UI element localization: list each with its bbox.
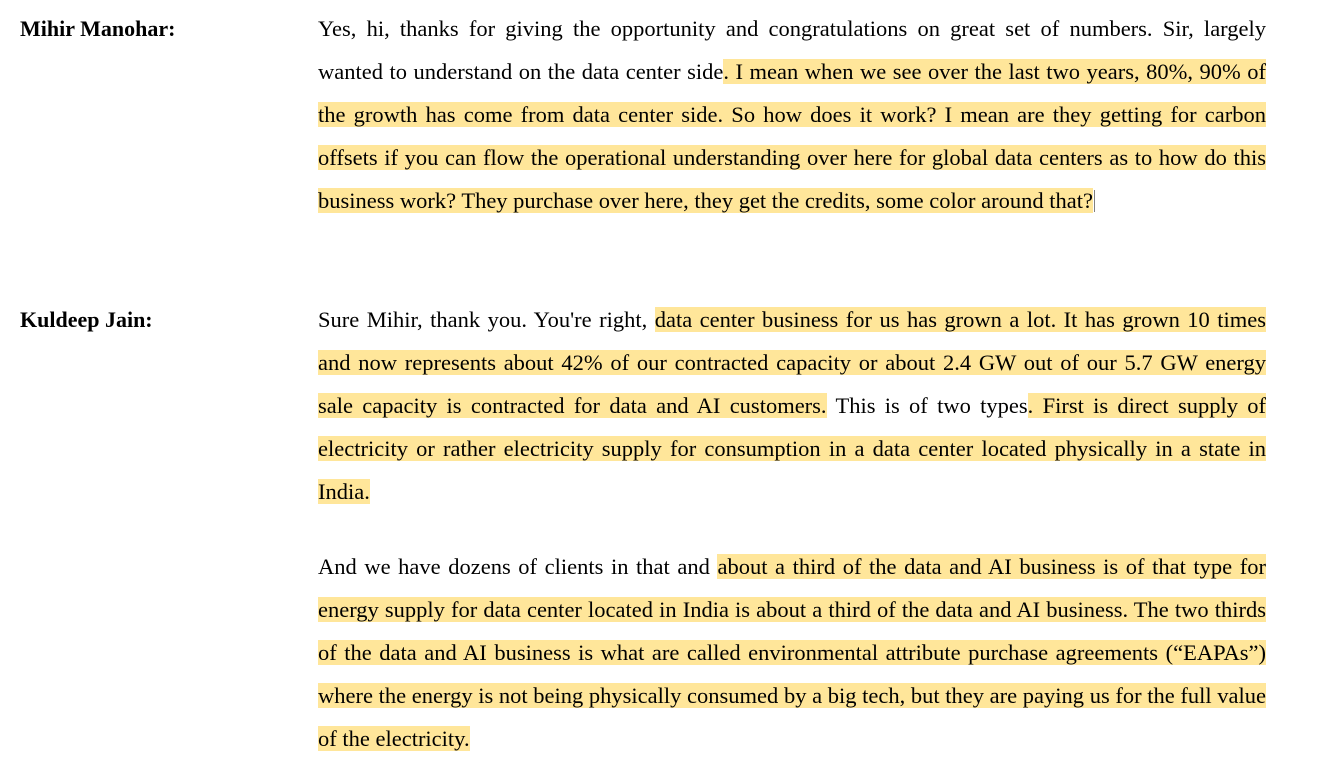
highlighted-text: . First is direct supply of electricity or rather electricity supply for consumption in a data center located physically in a state in India. [318, 393, 1266, 504]
speech-paragraph[interactable] [318, 7, 1266, 222]
highlighted-text: . I mean when we see over the last two years, 80%, 90% of the growth has come from data center side. So how does it work? I mean are they getting for carbon offsets if you can flow the operational understanding over here for global data centers as to how do this business work? They purchase over here, they get the credits, some color around that? [318, 59, 1266, 213]
highlighted-text: about a third of the data and AI business is of that type for energy supply for data center located in India is about a third of the data and AI business. The two thirds of the data and AI business is what are called environmental attribute purchase agreements (“EAPAs”) where the energy is not being physically consumed by a big tech, but they are paying us for the full value of the electricity. [318, 554, 1266, 751]
text-cursor [1094, 190, 1095, 212]
highlighted-text: data center business for us has grown a lot. It has grown 10 times and now represents about 42% of our contracted capacity or about 2.4 GW out of our 5.7 GW energy sale capacity is contracted for data and AI customers. [318, 307, 1267, 418]
speech-text: This is of two types [826, 393, 1028, 418]
speech-text: And we have dozens of clients in that and [318, 554, 718, 579]
speech-text: Sure Mihir, thank you. You're right, [318, 307, 655, 332]
speech-paragraph[interactable] [318, 298, 1266, 513]
speech-text: Yes, hi, thanks for giving the opportunity and congratulations on great set of numbers. Sir, largely wanted to understand on the data center side [318, 16, 1266, 84]
speaker-name: Mihir Manohar: [20, 16, 176, 41]
speech-paragraph[interactable] [318, 545, 1266, 760]
speaker-name: Kuldeep Jain: [20, 307, 153, 332]
